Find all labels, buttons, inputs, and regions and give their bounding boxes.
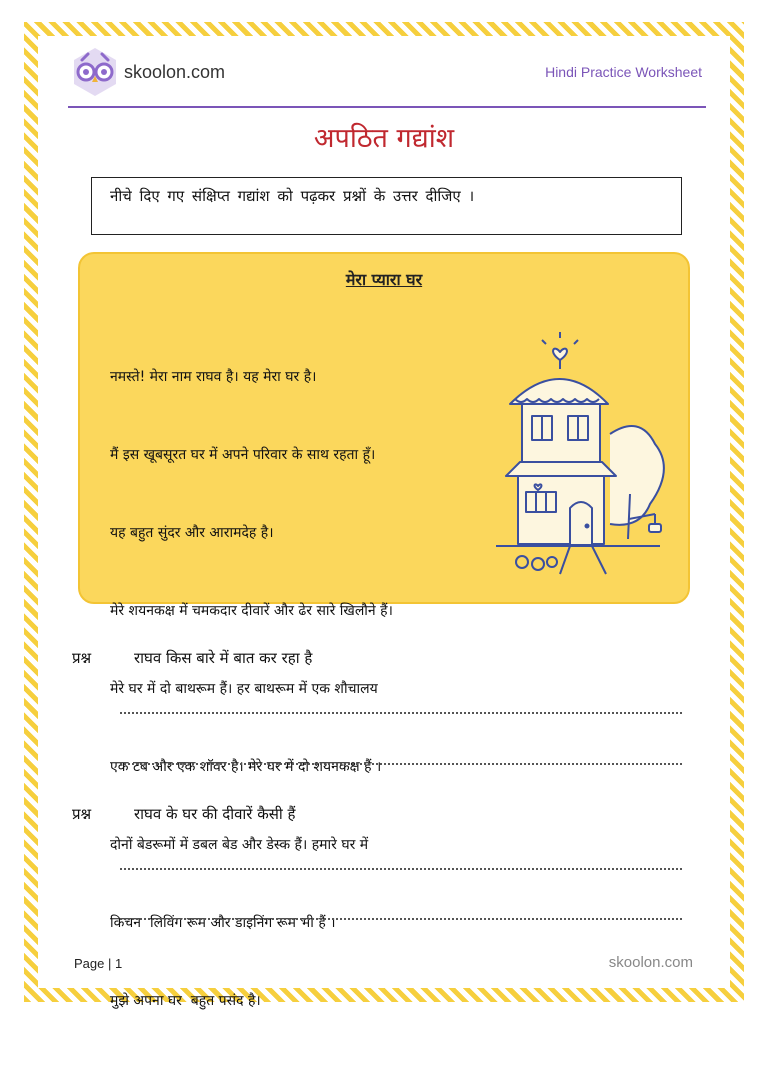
owl-logo-icon xyxy=(68,46,122,96)
page-title: अपठित गद्यांश xyxy=(313,123,455,154)
answer-line[interactable] xyxy=(120,712,682,714)
question-label: प्रश्न xyxy=(72,649,92,667)
house-illustration-icon xyxy=(490,324,670,584)
worksheet-label: Hindi Practice Worksheet xyxy=(545,64,702,80)
passage-line: मेरे घर में दो बाथरूम हैं। हर बाथरूम में एक शौचालय xyxy=(110,681,378,697)
passage-title: मेरा प्यारा घर xyxy=(345,270,423,289)
passage-line: एक टब और एक शॉवर है। मेरे घर में दो शयनकक्ष हैं । xyxy=(110,759,382,775)
passage-line: यह बहुत सुंदर और आरामदेह है। xyxy=(110,525,274,541)
answer-line[interactable] xyxy=(120,918,682,920)
question-label: प्रश्न xyxy=(72,805,92,823)
passage-line: मैं इस खूबसूरत घर में अपने परिवार के साथ रहता हूँ। xyxy=(110,447,376,463)
footer-site: skoolon.com xyxy=(608,954,693,971)
passage-line: दोनों बेडरूमों में डबल बेड और डेस्क हैं। हमारे घर में xyxy=(110,837,369,853)
question-2 xyxy=(72,804,295,824)
passage-line: नमस्ते! मेरा नाम राघव है। यह मेरा घर है। xyxy=(110,369,317,385)
page-header xyxy=(68,44,706,108)
answer-line[interactable] xyxy=(120,763,682,765)
question-1 xyxy=(72,648,312,668)
brand-name: skoolon.com xyxy=(124,62,226,82)
passage-line: किचन लिविंग रूम और डाइनिंग रूम भी हैं । xyxy=(110,915,336,931)
instruction-box: नीचे दिए गए संक्षिप्त गद्यांश को पढ़कर प्रश्नों के उत्तर दीजिए । xyxy=(91,177,682,235)
question-text: राघव किस बारे में बात कर रहा है xyxy=(134,649,313,667)
answer-line[interactable] xyxy=(120,868,682,870)
passage-line: मेरे शयनकक्ष में चमकदार दीवारें और ढेर सारे खिलौने हैं। xyxy=(110,603,393,619)
passage-text xyxy=(110,312,490,1066)
passage-line: मुझे अपना घर बहुत पसंद है। xyxy=(110,993,261,1009)
question-text: राघव के घर की दीवारें कैसी हैं xyxy=(134,805,296,823)
page-number: Page | 1 xyxy=(74,956,123,971)
